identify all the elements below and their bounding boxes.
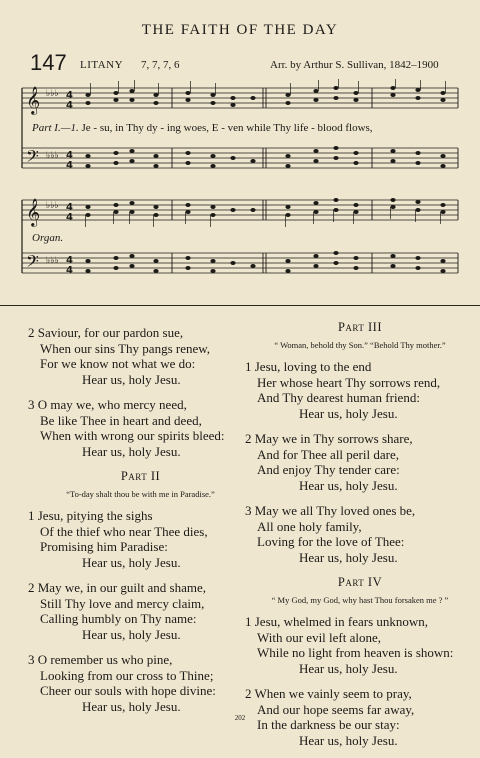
part-quote: “ Woman, behold thy Son.” “Behold Thy mother.” [274, 339, 446, 350]
svg-text:𝄢: 𝄢 [26, 251, 39, 275]
stanza [245, 359, 475, 421]
svg-text:4: 4 [66, 255, 73, 266]
verse-line: Loving for the love of Thee: [257, 534, 405, 549]
svg-text:4: 4 [66, 150, 73, 161]
tune-name: LITANY [80, 59, 124, 71]
part-quote: “ My God, my God, why hast Thou forsaken me ? ” [271, 594, 449, 605]
verse-line: 2 May we in Thy sorrows share, [245, 431, 413, 446]
verse-line: Her whose heart Thy sorrows rend, [257, 374, 441, 390]
music-score [18, 78, 462, 278]
verse-line: 1 Jesu, loving to the end [245, 359, 372, 374]
arranger-credit: Arr. by Arthur S. Sullivan, 1842–1900 [270, 59, 439, 71]
verse-line: And Thy dearest human friend: [257, 390, 420, 405]
part-heading: Part III [337, 320, 383, 334]
left-column [28, 325, 253, 724]
notes-system-1-treble [85, 86, 445, 107]
stanza [28, 397, 253, 459]
refrain-line: Hear us, holy Jesu. [82, 626, 181, 642]
verse-line: When with wrong our spirits bleed: [40, 428, 225, 443]
lyric-words: Je - su, in Thy dy - ing woes, E - ven while Thy life - blood flows, [81, 122, 373, 134]
svg-text:♭♭♭: ♭♭♭ [46, 89, 59, 99]
refrain-line: Hear us, holy Jesu. [299, 405, 398, 421]
verse-line: 3 May we all Thy loved ones be, [245, 503, 416, 518]
part-heading: Part IV [337, 575, 383, 589]
verse-line: With our evil left alone, [257, 629, 382, 645]
stanza [28, 652, 253, 714]
verse-line: 3 O may we, who mercy need, [28, 397, 187, 412]
verse-line: For we know not what we do: [40, 356, 196, 371]
svg-text:4: 4 [66, 100, 73, 111]
refrain-line: Hear us, holy Jesu. [299, 477, 398, 493]
verse-line: Of the thief who near Thee dies, [40, 523, 208, 539]
refrain-line: Hear us, holy Jesu. [82, 371, 181, 387]
staff-treble-2 [22, 200, 458, 220]
verse-line: Looking from our cross to Thine; [40, 667, 214, 683]
verse-line: All one holy family, [257, 518, 362, 534]
notes-system-1-bass [85, 146, 445, 168]
verse-line: In the darkness be our stay: [257, 717, 400, 732]
stanza [28, 508, 253, 570]
svg-text:4: 4 [66, 212, 73, 223]
verse-line: And for Thee all peril dare, [257, 446, 399, 462]
svg-text:4: 4 [66, 160, 73, 171]
svg-text:4: 4 [66, 90, 73, 101]
part-quote: “To-day shalt thou be with me in Paradise.” [66, 488, 215, 499]
organ-label: Organ. [32, 232, 64, 244]
section-divider [0, 305, 480, 306]
verse-line: 2 Saviour, for our pardon sue, [28, 325, 184, 340]
verse-line: When our sins Thy pangs renew, [40, 340, 211, 356]
svg-text:4: 4 [66, 202, 73, 213]
right-column [245, 320, 475, 758]
verse-line: Still Thy love and mercy claim, [40, 595, 205, 611]
svg-text:♭♭♭: ♭♭♭ [46, 256, 59, 266]
refrain-line: Hear us, holy Jesu. [82, 698, 181, 714]
refrain-line: Hear us, holy Jesu. [82, 443, 181, 459]
svg-text:♭♭♭: ♭♭♭ [46, 201, 59, 211]
hymn-number: 147 [30, 50, 67, 75]
stanza [245, 503, 475, 565]
stanza [28, 325, 253, 387]
verse-line: 2 When we vainly seem to pray, [245, 686, 412, 701]
verse-line: And enjoy Thy tender care: [257, 462, 400, 477]
verse-line: 2 May we, in our guilt and shame, [28, 580, 206, 595]
svg-text:𝄢: 𝄢 [26, 146, 39, 170]
page-number: 202 [234, 714, 246, 722]
verse-line: Be like Thee in heart and deed, [40, 412, 202, 428]
refrain-line: Hear us, holy Jesu. [299, 660, 398, 676]
refrain-line: Hear us, holy Jesu. [299, 549, 398, 565]
page-title: THE FAITH OF THE DAY [141, 22, 339, 38]
staff-treble-1 [22, 88, 458, 108]
part-heading: Part II [120, 469, 161, 483]
verse-line: While no light from heaven is shown: [257, 645, 454, 660]
verse-line: 3 O remember us who pine, [28, 652, 173, 667]
svg-text:𝄞: 𝄞 [26, 198, 41, 226]
part-prefix: Part I.—1. [32, 122, 79, 134]
svg-text:𝄞: 𝄞 [26, 86, 41, 114]
svg-text:4: 4 [66, 265, 73, 276]
refrain-line: Hear us, holy Jesu. [299, 732, 398, 748]
verse-line: Calling humbly on Thy name: [40, 611, 197, 626]
verse-line: And our hope seems far away, [257, 701, 415, 717]
stanza [28, 580, 253, 642]
verse-line: Cheer our souls with hope divine: [40, 683, 216, 698]
stanza [245, 614, 475, 676]
refrain-line: Hear us, holy Jesu. [82, 554, 181, 570]
verse-line: 1 Jesu, pitying the sighs [28, 508, 153, 523]
notes-system-2-bass [85, 251, 445, 273]
verse-line: 1 Jesu, whelmed in fears unknown, [245, 614, 429, 629]
meter: 7, 7, 7, 6 [141, 59, 180, 71]
svg-text:♭♭♭: ♭♭♭ [46, 151, 59, 161]
notes-system-2-treble [85, 198, 445, 217]
stanza [245, 431, 475, 493]
score-lyric-line [32, 122, 373, 134]
verse-line: Promising him Paradise: [40, 539, 168, 554]
